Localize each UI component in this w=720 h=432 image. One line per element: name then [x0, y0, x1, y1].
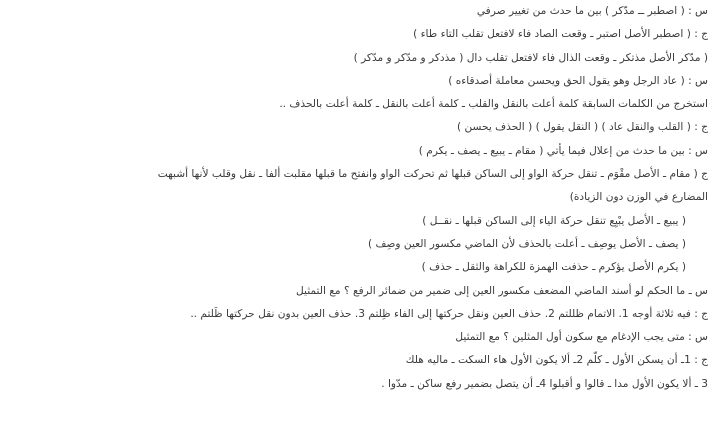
- question-line-4: س ـ ما الحكم لو أسند الماضي المضعف مكسور العين إلى ضمير من ضمائر الرفع ؟ مع التمثيل: [296, 284, 708, 297]
- answer-line-10: 3 ـ ألا يكون الأول مدا ـ قالوا و أقبلوا 4ـ أن يتصل بضمير رفع ساكن ـ مدّوا .: [381, 377, 708, 390]
- question-line-5: س : متى يجب الإدغام مع سكون أول المثلين ؟ مع التمثيل: [455, 331, 708, 344]
- question-line-2: س : ( عاد الرجل وهو يقول الحق ويحسن معاملة أصدقاءه ): [448, 74, 708, 87]
- answer-line-4: ج ( مقام ـ الأصل مقْوَم ـ تنقل حركة الواو إلى الساكن قبلها ثم تحركت الواو وانفتح ما قبلها مقلبت ألفا ـ نقل وقلب لأنها أشبهت: [157, 168, 708, 181]
- answer-line-2: ( مدّكر الأصل مذتكر ـ وقعت الذال فاء لافتعل تقلب دال ( مذدكر و مدّكر و مدّكر ): [353, 51, 708, 64]
- answer-line-7: ( يكرم الأصل يؤكرم ـ حذفت الهمزة للكراهة والثقل ـ حذف ): [421, 261, 686, 274]
- question-line-3: س : بين ما حدث من إعلال فيما يأتي ( مقام ـ يبيع ـ يصف ـ يكرم ): [418, 144, 708, 157]
- answer-line-9: ج : 1ـ أن يسكن الأول ـ كلّم 2ـ ألا يكون الأول هاء السكت ـ ماليه هلك: [405, 354, 708, 367]
- answer-line-3: ج : ( القلب والنقل عاد ) ( النقل يقول ) ( الحذف يحسن ): [456, 121, 708, 134]
- answer-line-5: ( يبيع ـ الأصل يبْيِع تنقل حركة الياء إلى الساكن قبلها ـ نقــل ): [422, 214, 686, 227]
- question-line-1: س : ( اصطبر ــ مدّكر ) بين ما حدث من تغيير صرفي: [476, 5, 708, 17]
- answer-line-4-continued: المضارع في الوزن دون الزيادة): [569, 191, 708, 204]
- answer-line-1: ج : ( اصطبر الأصل اصتبر ـ وقعت الصاد فاء لافتعل تقلب التاء طاء ): [413, 28, 708, 41]
- answer-line-6: ( يصف ـ الأصل يوصِف ـ أعلت بالحذف لأن الماضي مكسور العين وصِف ): [367, 237, 686, 250]
- answer-line-8: ج : فيه ثلاثة أوجه 1. الاتمام ظللتم 2. حذف العين ونقل حركتها إلى الفاء ظِلتم 3. حذف العين بدون نقل حركتها ظَلتم ..: [190, 307, 708, 320]
- instruction-line: استخرج من الكلمات السابقة كلمة أعلت بالنقل والقلب ـ كلمة أعلت بالنقل ـ كلمة أعلت بالحذف ..: [279, 98, 708, 111]
